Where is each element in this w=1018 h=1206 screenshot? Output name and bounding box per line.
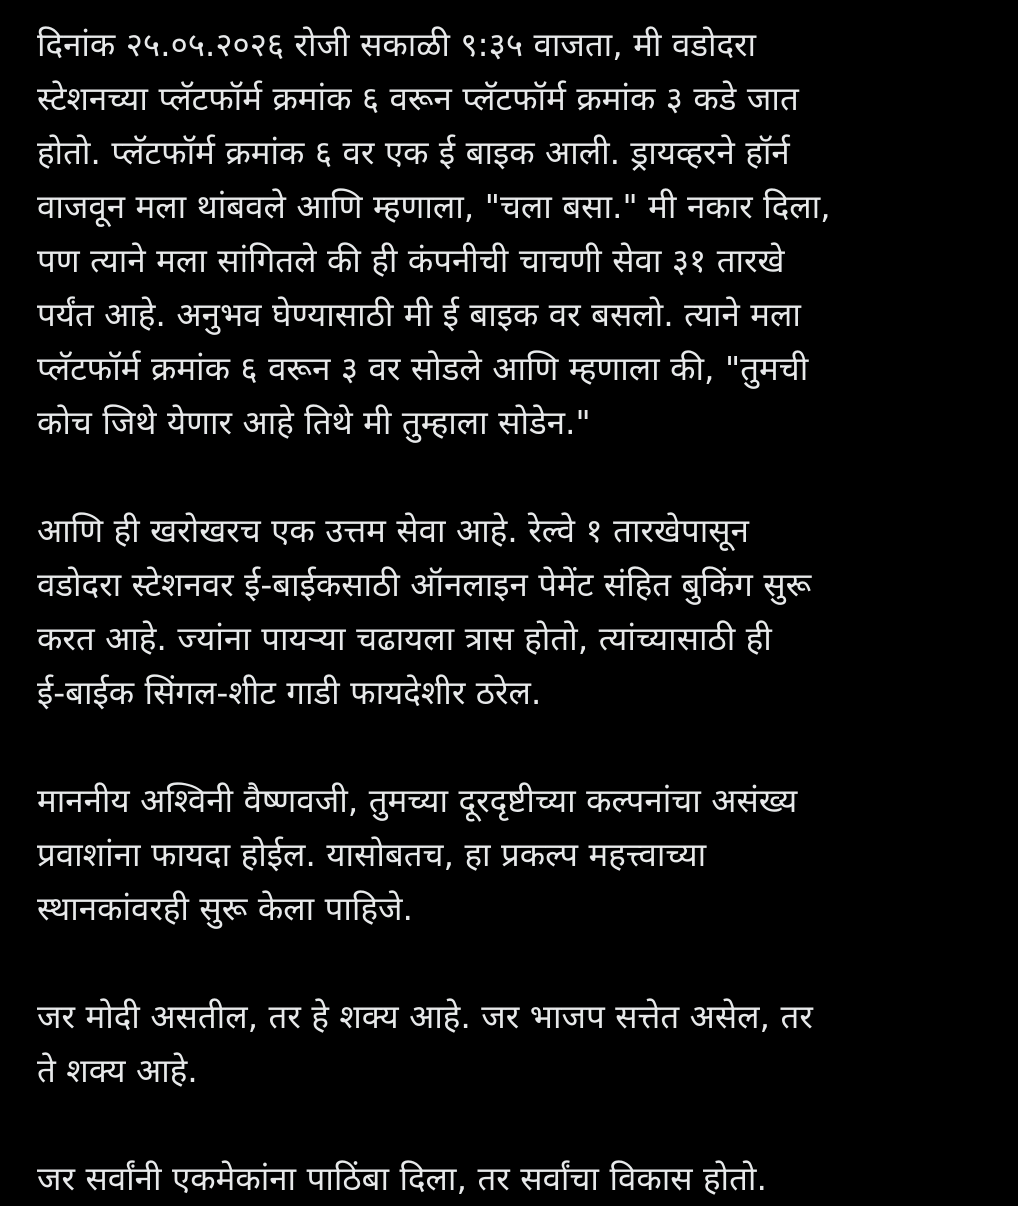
paragraph bbox=[37, 504, 987, 720]
text-line: प्रवाशांना फायदा होईल. यासोबतच, हा प्रकल्प महत्त्वाच्या bbox=[37, 835, 707, 874]
text-line: होतो. प्लॅटफॉर्म क्रमांक ६ वर एक ई बाइक आली. ड्रायव्हरने हॉर्न bbox=[37, 133, 790, 172]
text-line: पर्यंत आहे. अनुभव घेण्यासाठी मी ई बाइक वर बसलो. त्याने मला bbox=[37, 295, 801, 334]
text-line: पण त्याने मला सांगितले की ही कंपनीची चाचणी सेवा ३१ तारखे bbox=[37, 241, 785, 280]
text-line: माननीय अश्विनी वैष्णवजी, तुमच्या दूरदृष्टीच्या कल्पनांचा असंख्य bbox=[37, 781, 798, 820]
text-line: स्टेशनच्या प्लॅटफॉर्म क्रमांक ६ वरून प्लॅटफॉर्म क्रमांक ३ कडे जात bbox=[37, 79, 799, 118]
text-line: जर सर्वांनी एकमेकांना पाठिंबा दिला, तर सर्वांचा विकास होतो. bbox=[37, 1159, 767, 1198]
text-line: आणि ही खरोखरच एक उत्तम सेवा आहे. रेल्वे १ तारखेपासून bbox=[37, 511, 749, 550]
text-line: दिनांक २५.०५.२०२६ रोजी सकाळी ९:३५ वाजता, मी वडोदरा bbox=[37, 25, 757, 64]
text-line: वाजवून मला थांबवले आणि म्हणाला, "चला बसा." मी नकार दिला, bbox=[37, 187, 831, 226]
paragraph bbox=[37, 18, 987, 450]
post-text bbox=[37, 18, 987, 1206]
text-line: ते शक्य आहे. bbox=[37, 1051, 198, 1090]
paragraph bbox=[37, 1152, 987, 1206]
text-line: करत आहे. ज्यांना पायऱ्या चढायला त्रास होतो, त्यांच्यासाठी ही bbox=[37, 619, 772, 658]
text-line: प्लॅटफॉर्म क्रमांक ६ वरून ३ वर सोडले आणि म्हणाला की, "तुमची bbox=[37, 349, 809, 388]
text-line: कोच जिथे येणार आहे तिथे मी तुम्हाला सोडेन." bbox=[37, 403, 591, 442]
paragraph bbox=[37, 774, 987, 936]
text-line: स्थानकांवरही सुरू केला पाहिजे. bbox=[37, 889, 413, 928]
paragraph bbox=[37, 990, 987, 1098]
text-line: वडोदरा स्टेशनवर ई-बाईकसाठी ऑनलाइन पेमेंट संहित बुकिंग सुरू bbox=[37, 565, 812, 604]
text-line: जर मोदी असतील, तर हे शक्य आहे. जर भाजप सत्तेत असेल, तर bbox=[37, 997, 813, 1036]
text-line: ई-बाईक सिंगल-शीट गाडी फायदेशीर ठरेल. bbox=[37, 673, 542, 712]
